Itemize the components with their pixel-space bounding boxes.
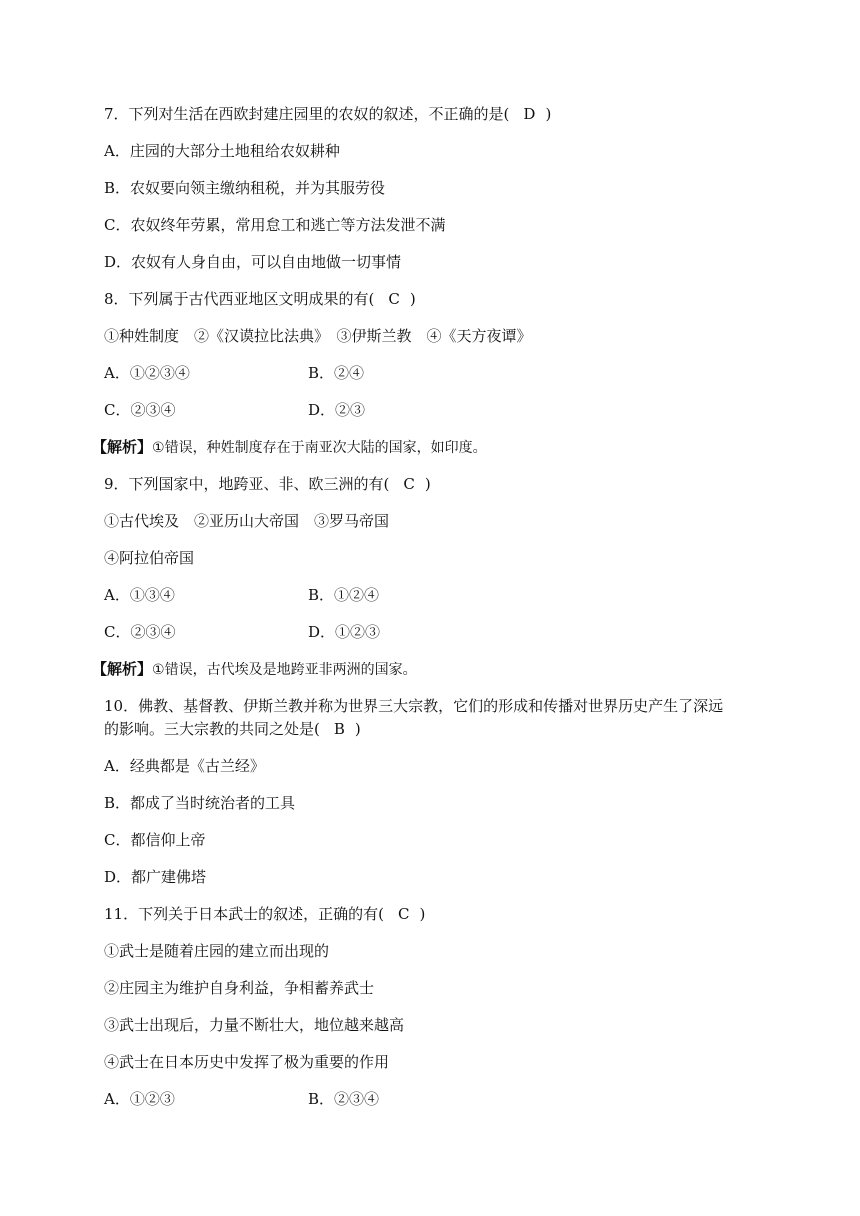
q9-items-2: ④阿拉伯帝国 <box>104 549 195 567</box>
q10-answer: B <box>333 720 345 738</box>
q7-answer: D <box>523 105 536 123</box>
q11-item-3: ③武士出现后，力量不断壮大，地位越来越高 <box>104 1016 405 1034</box>
q11-item-1: ①武士是随着庄园的建立而出现的 <box>104 942 330 960</box>
q8-answer: C <box>388 290 400 308</box>
q7-stem-text: 7．下列对生活在西欧封建庄园里的农奴的叙述，不正确的是( <box>104 105 510 123</box>
question-8-stem <box>104 288 416 310</box>
q7-close: ) <box>545 105 552 123</box>
q9-analysis-label: 【解析】 <box>92 660 153 678</box>
q9-answer: C <box>403 475 415 493</box>
q9-stem-text: 9．下列国家中，地跨亚、非、欧三洲的有( <box>104 475 390 493</box>
q11-item-2: ②庄园主为维护自身利益，争相蓄养武士 <box>104 979 375 997</box>
q8-option-d: D．②③ <box>308 401 366 419</box>
q9-option-d: D．①②③ <box>308 623 381 641</box>
question-10-stem-line-1: 10．佛教、基督教、伊斯兰教并称为世界三大宗教，它们的形成和传播对世界历史产生了深远 <box>104 697 724 715</box>
q11-option-a: A．①②③ <box>104 1090 175 1108</box>
q7-option-a: A．庄园的大部分土地租给农奴耕种 <box>104 142 340 160</box>
q9-items-1: ①古代埃及 ②亚历山大帝国 ③罗马帝国 <box>104 512 390 530</box>
q8-stem-text: 8．下列属于古代西亚地区文明成果的有( <box>104 290 375 308</box>
q8-options-row-1 <box>104 362 365 384</box>
q8-analysis-label: 【解析】 <box>92 438 153 456</box>
q11-close: ) <box>419 905 426 923</box>
q9-options-row-1 <box>104 584 380 606</box>
q8-options-row-2 <box>104 399 366 421</box>
question-9-stem <box>104 473 431 495</box>
q9-analysis <box>92 658 417 681</box>
q9-option-b: B．①②④ <box>308 586 380 604</box>
q11-item-4: ④武士在日本历史中发挥了极为重要的作用 <box>104 1053 390 1071</box>
question-7-stem <box>104 103 551 125</box>
q9-option-c: C．②③④ <box>104 623 176 641</box>
q10-option-c: C．都信仰上帝 <box>104 831 206 849</box>
q7-option-b: B．农奴要向领主缴纳租税，并为其服劳役 <box>104 179 386 197</box>
q8-analysis <box>92 436 487 459</box>
q10-option-d: D．都广建佛塔 <box>104 868 207 886</box>
q11-answer: C <box>397 905 410 923</box>
q8-option-b: B．②④ <box>308 364 365 382</box>
q8-option-c: C．②③④ <box>104 401 176 419</box>
q8-option-a: A．①②③④ <box>104 364 190 382</box>
q10-option-a: A．经典都是《古兰经》 <box>104 757 265 775</box>
q11-option-b: B．②③④ <box>308 1090 380 1108</box>
q10-option-b: B．都成了当时统治者的工具 <box>104 794 296 812</box>
q9-options-row-2 <box>104 621 381 643</box>
q9-option-a: A．①③④ <box>104 586 175 604</box>
q7-option-c: C．农奴终年劳累，常用怠工和逃亡等方法发泄不满 <box>104 216 446 234</box>
q11-stem-text: 11．下列关于日本武士的叙述，正确的有( <box>104 905 384 923</box>
q9-close: ) <box>424 475 431 493</box>
q8-analysis-text: ①错误，种姓制度存在于南亚次大陆的国家，如印度。 <box>152 440 487 456</box>
q9-analysis-text: ①错误，古代埃及是地跨亚非两洲的国家。 <box>152 662 417 678</box>
question-10-stem-line-2 <box>104 718 361 740</box>
q10-close: ) <box>354 720 361 738</box>
q11-options-row-1 <box>104 1088 380 1110</box>
question-11-stem <box>104 903 425 925</box>
q8-close: ) <box>409 290 416 308</box>
q10-stem-text: 的影响。三大宗教的共同之处是( <box>104 720 320 738</box>
q8-items: ①种姓制度 ②《汉谟拉比法典》 ③伊斯兰教 ④《天方夜谭》 <box>104 327 532 345</box>
q7-option-d: D．农奴有人身自由，可以自由地做一切事情 <box>104 253 402 271</box>
